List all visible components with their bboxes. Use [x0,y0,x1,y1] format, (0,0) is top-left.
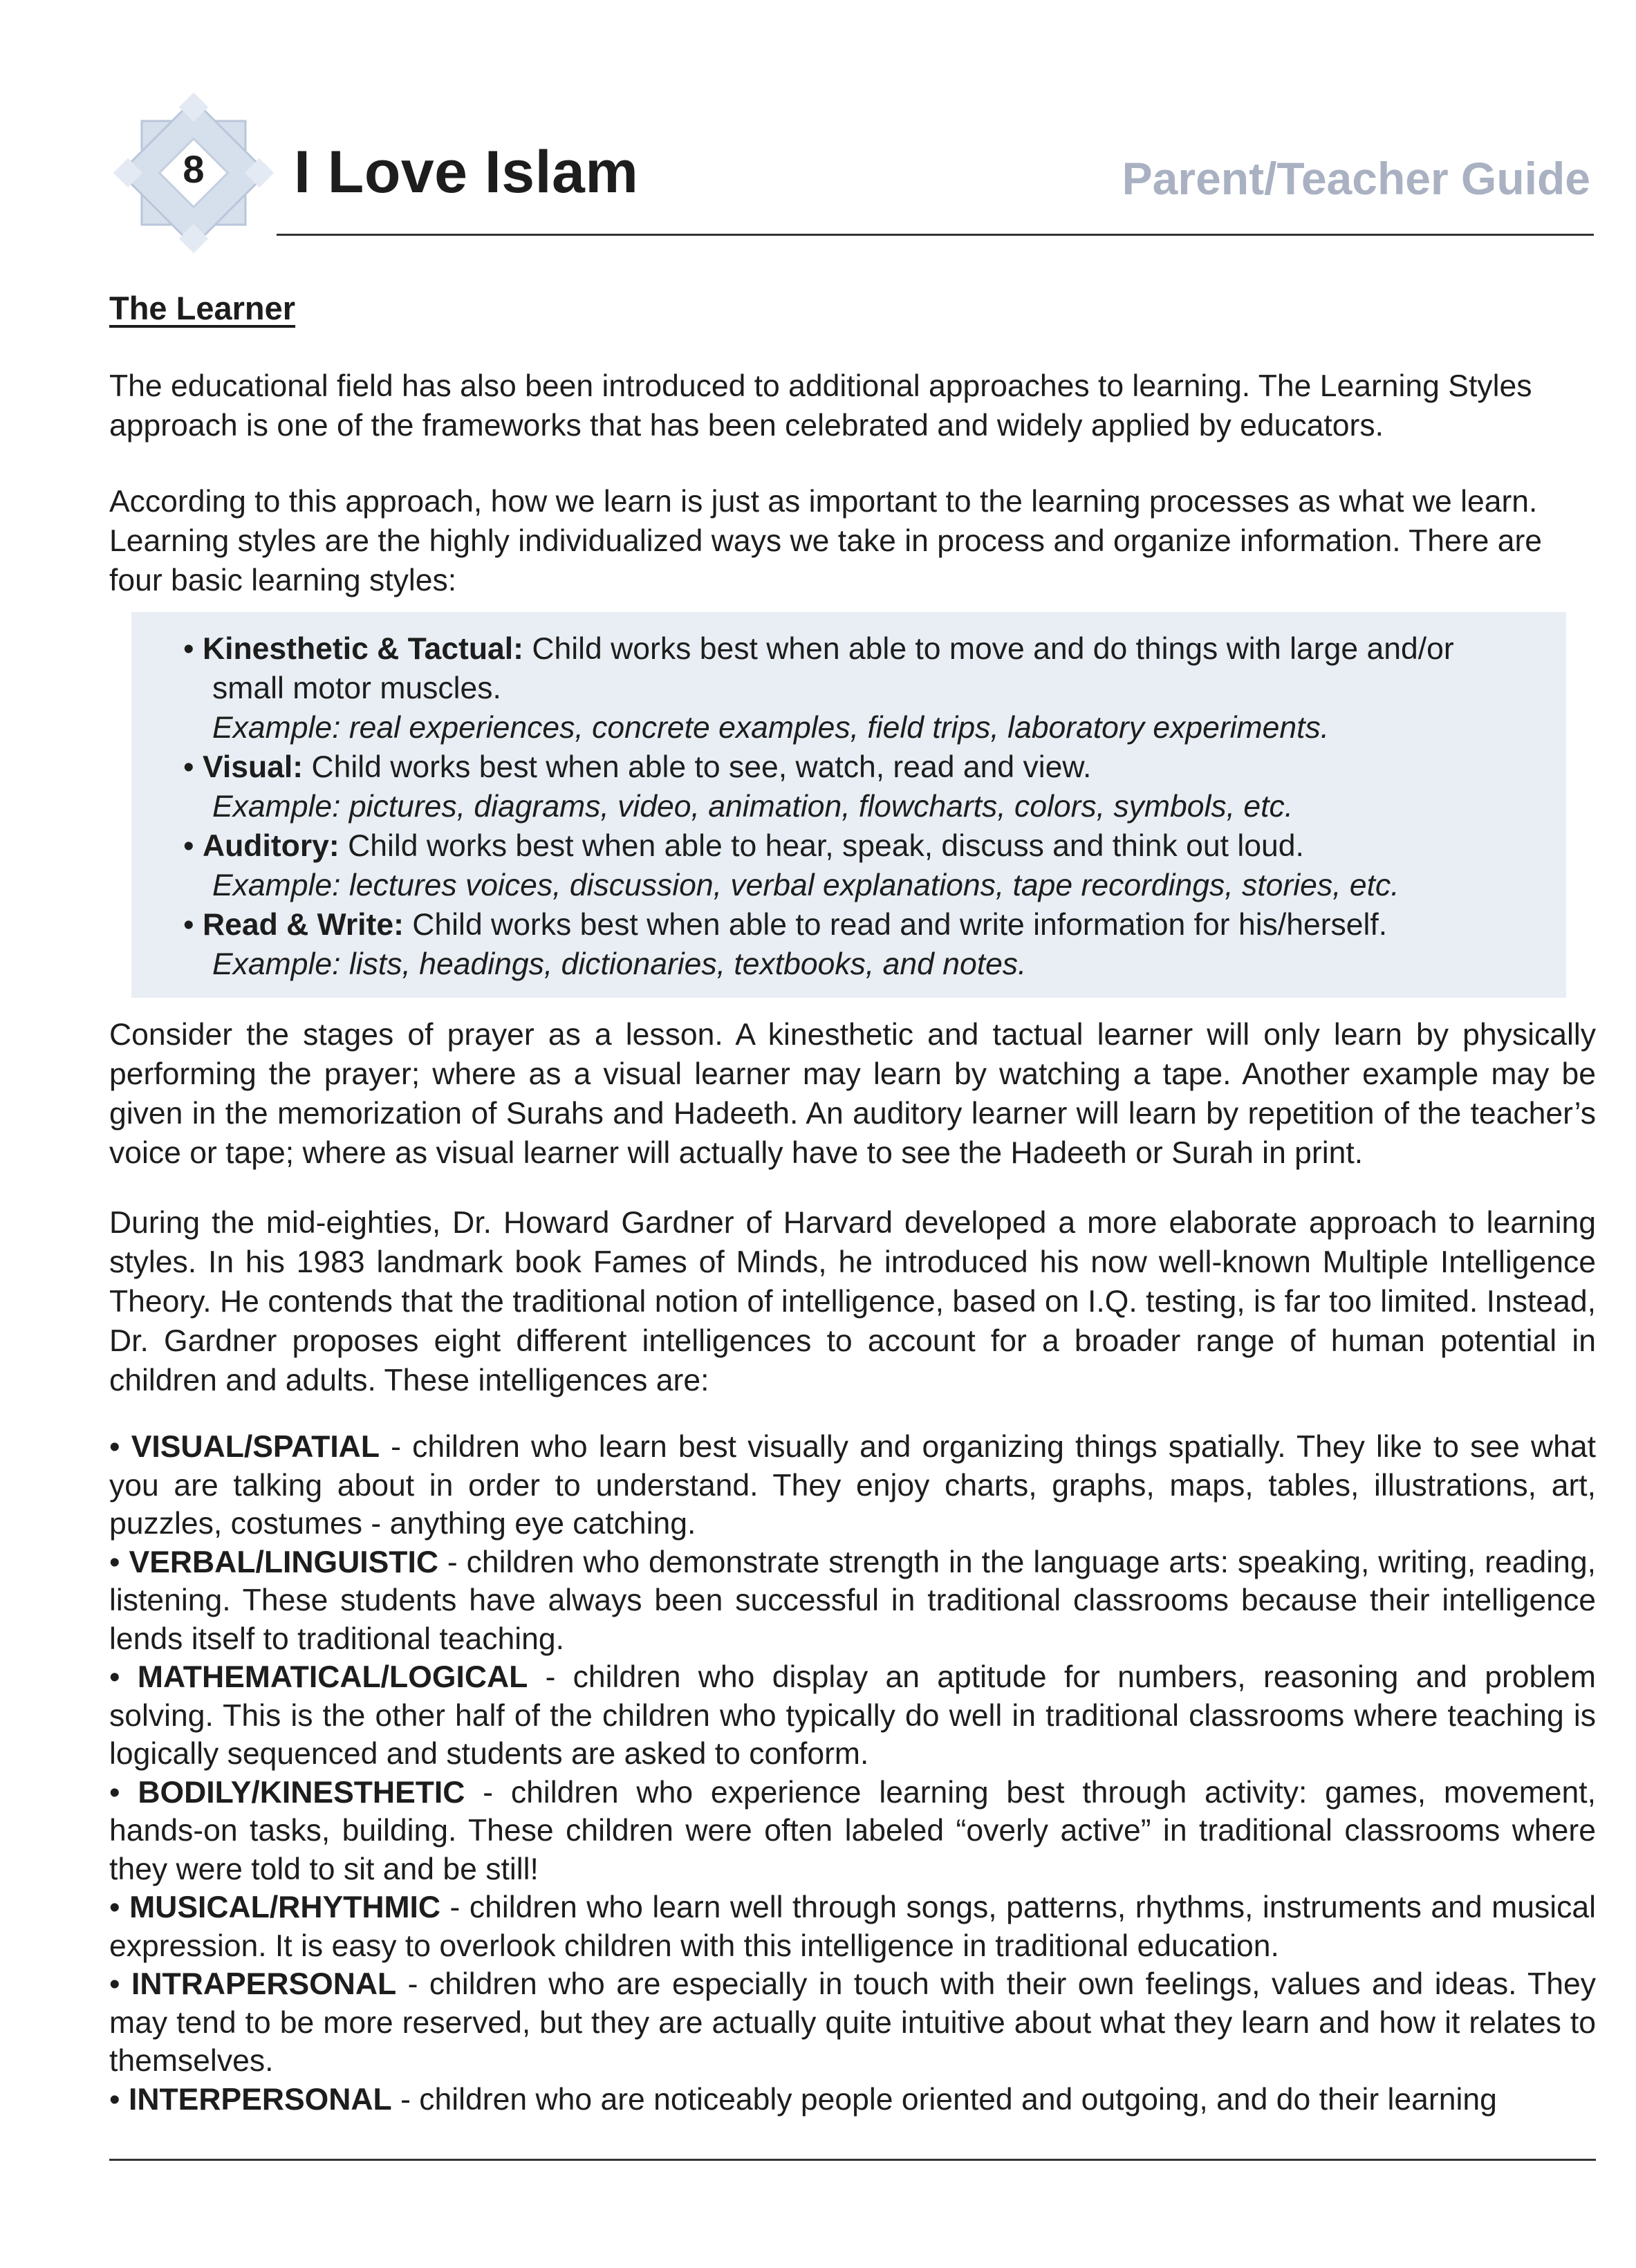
body-paragraph-2 [109,1203,1596,1400]
style-name: Auditory: [202,829,340,863]
intelligence-name: MUSICAL/RHYTHMIC [129,1890,441,1924]
page-number: 8 [183,147,205,191]
style-name: Kinesthetic & Tactual: [202,632,523,666]
guide-title: Parent/Teacher Guide [1122,153,1590,204]
body-paragraph-1 [109,1015,1596,1173]
intro-paragraph-1 [109,366,1596,445]
header-divider [277,234,1594,236]
style-name: Visual: [202,750,304,784]
intelligence-item: • MATHEMATICAL/LOGICAL - children who display an aptitude for numbers, reasoning and problem solving. This is the other half of the children who typically do well in traditional classrooms where teaching is logically sequenced and students are asked to conform. [109,1660,1596,1771]
learning-styles-list [183,629,1559,984]
style-description: Child works best when able to move and do things with large and/or [532,632,1454,666]
paragraph-text: During the mid-eighties, Dr. Howard Gardner of Harvard developed a more elaborate approach to learning styles. In his 1983 landmark book Fames of Minds, he introduced his now well-known Multiple Intelligence Theory. He contends that the traditional notion of intelligence, based on I.Q. testing, is far too limited. Instead, Dr. Gardner proposes eight different intelligences to account for a broader range of human potential in children and adults. These intelligences are: [109,1206,1596,1397]
book-title: I Love Islam [294,139,639,205]
intelligence-item: • INTRAPERSONAL - children who are especially in touch with their own feelings, values and ideas. They may tend to be more reserved, but they are actually quite intuitive about what they learn and how it relates to themselves. [109,1967,1596,2078]
intelligence-description: - children who display an aptitude for numbers, reasoning and problem solving. This is the other half of the children who typically do well in traditional classrooms where teaching is logically sequenced and students are asked to conform. [109,1660,1596,1771]
style-description: Child works best when able to see, watch, read and view. [311,750,1092,784]
intelligence-item: • MUSICAL/RHYTHMIC - children who learn well through songs, patterns, rhythms, instruments and musical expression. It is easy to overlook children with this intelligence in traditional education. [109,1890,1596,1963]
intelligence-name: MATHEMATICAL/LOGICAL [137,1660,528,1694]
paragraph-text: According to this approach, how we learn is just as important to the learning processes as what we learn. Learning styles are the highly individualized ways we take in process and organize information. There are four basic learning styles: [109,485,1543,597]
intelligence-description: - children who demonstrate strength in the language arts: speaking, writing, reading, listening. These students have always been successful in traditional classrooms because their intelligence lends itself to traditional teaching. [109,1545,1596,1656]
style-description-cont: small motor muscles. [212,671,501,705]
style-example: Example: real experiences, concrete examples, field trips, laboratory experiments. [212,711,1330,745]
intelligence-name: BODILY/KINESTHETIC [138,1775,465,1810]
intelligence-item: • VERBAL/LINGUISTIC - children who demonstrate strength in the language arts: speaking, writing, reading, listening. These students have always been successful in traditional classrooms because their intelligence lends itself to traditional teaching. [109,1545,1596,1656]
footer-divider [109,2159,1596,2161]
intelligence-description: - children who learn best visually and organizing things spatially. They like to see what you are talking about in order to understand. They enjoy charts, graphs, maps, tables, illustrations, art, puzzles, costumes - anything eye catching. [109,1430,1596,1541]
intelligence-description: - children who experience learning best through activity: games, movement, hands-on tasks, building. These children were often labeled “overly active” in traditional classrooms where they were told to sit and be still! [109,1775,1596,1886]
intelligence-description: - children who are noticeably people oriented and outgoing, and do their learning [391,2082,1497,2117]
style-description: Child works best when able to hear, speak, discuss and think out loud. [348,829,1304,863]
intro-paragraph-2 [109,482,1596,600]
intelligence-name: INTRAPERSONAL [131,1967,397,2001]
style-example: Example: lectures voices, discussion, verbal explanations, tape recordings, stories, etc. [212,868,1400,902]
intelligence-description: - children who learn well through songs, patterns, rhythms, instruments and musical expression. It is easy to overlook children with this intelligence in traditional education. [109,1890,1596,1963]
intelligence-description: - children who are especially in touch with their own feelings, values and ideas. They may tend to be more reserved, but they are actually quite intuitive about what they learn and how it relates to themselves. [109,1967,1596,2078]
learning-style-item: • Auditory: Child works best when able to hear, speak, discuss and think out loud. Example: lectures voices, discussion, verbal explanations, tape recordings, stories, etc. [183,826,1559,905]
intelligence-item: • VISUAL/SPATIAL - children who learn best visually and organizing things spatially. They like to see what you are talking about in order to understand. They enjoy charts, graphs, maps, tables, illustrations, art, puzzles, costumes - anything eye catching. [109,1430,1596,1541]
style-description: Child works best when able to read and write information for his/herself. [412,908,1388,942]
learning-style-item: • Visual: Child works best when able to see, watch, read and view. Example: pictures, diagrams, video, animation, flowcharts, colors, symbols, etc. [183,747,1559,826]
style-name: Read & Write: [202,908,404,942]
intelligence-item: • BODILY/KINESTHETIC - children who experience learning best through activity: games, movement, hands-on tasks, building. These children were often labeled “overly active” in traditional classrooms where they were told to sit and be still! [109,1775,1596,1886]
style-example: Example: pictures, diagrams, video, animation, flowcharts, colors, symbols, etc. [212,790,1294,824]
intelligences-list [109,1428,1596,2119]
section-heading: The Learner [109,290,296,326]
learning-style-item: • Kinesthetic & Tactual: Child works best when able to move and do things with large and/or small motor muscles. Example: real experiences, concrete examples, field trips, laboratory experiments. [183,629,1559,747]
learning-style-item: • Read & Write: Child works best when able to read and write information for his/herself. Example: lists, headings, dictionaries, textbooks, and notes. [183,905,1559,984]
intelligence-name: VERBAL/LINGUISTIC [129,1545,438,1579]
intelligence-item: • INTERPERSONAL - children who are noticeably people oriented and outgoing, and do their learning [109,2082,1497,2117]
intelligence-name: INTERPERSONAL [128,2082,392,2117]
paragraph-text: The educational field has also been introduced to additional approaches to learning. The Learning Styles approach is one of the frameworks that has been celebrated and widely applied by educators. [109,369,1532,443]
paragraph-text: Consider the stages of prayer as a lesson. A kinesthetic and tactual learner will only learn by physically performing the prayer; where as a visual learner may learn by watching a tape. Another example may be given in the memorization of Surahs and Hadeeth. An auditory learner will learn by repetition of the teacher’s voice or tape; where as visual learner will actually have to see the Hadeeth or Surah in print. [109,1018,1596,1170]
style-example: Example: lists, headings, dictionaries, textbooks, and notes. [212,947,1027,981]
intelligence-name: VISUAL/SPATIAL [131,1430,380,1464]
